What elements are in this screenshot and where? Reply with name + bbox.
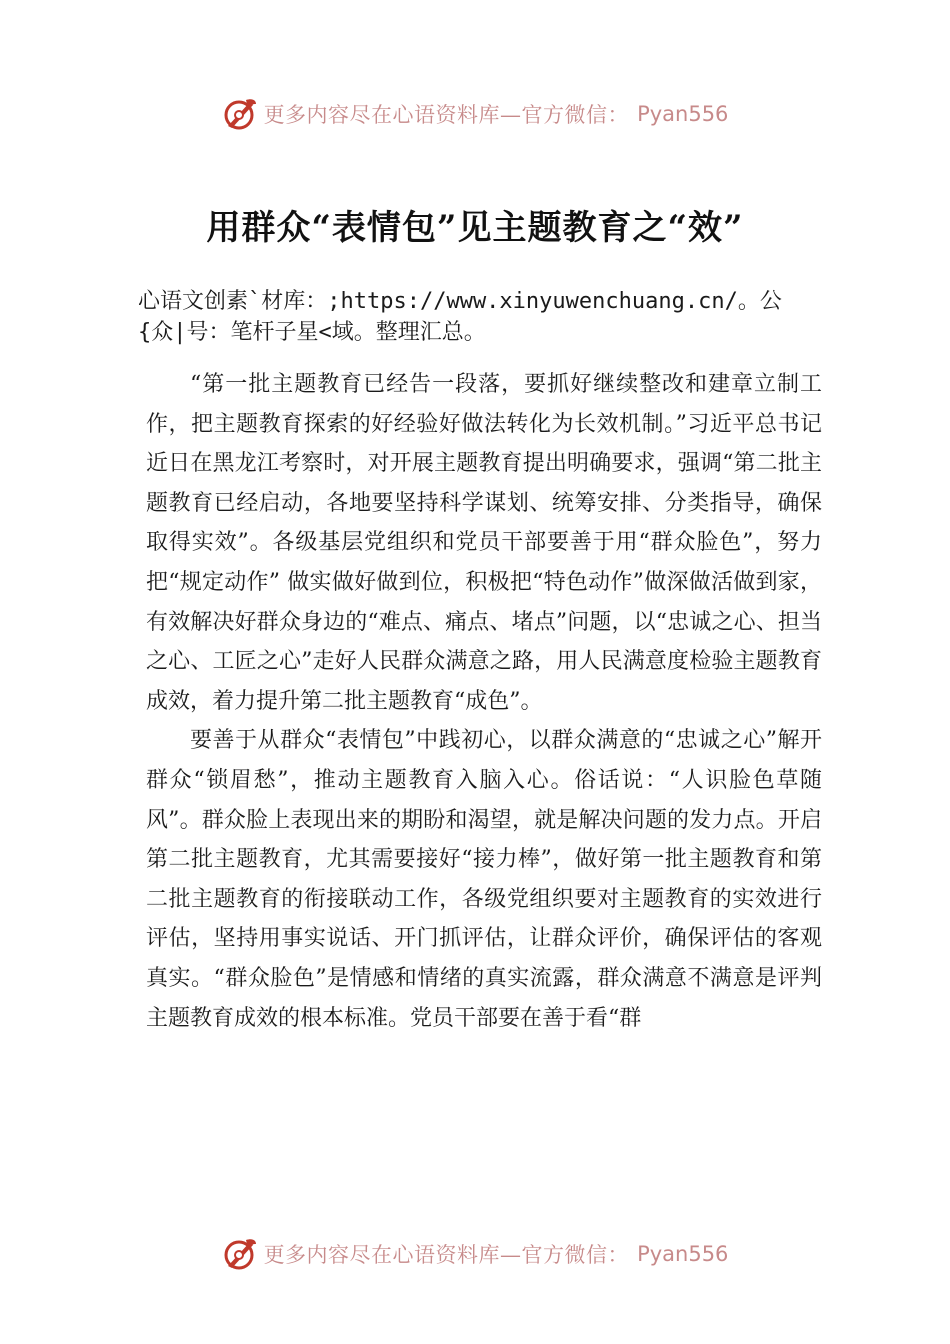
paragraph-1: “第一批主题教育已经告一段落，要抓好继续整改和建章立制工作，把主题教育探索的好经验好做法转化为长效机制。”习近平总书记近日在黑龙江考察时，对开展主题教育提出明确要求，强调“第二批主题教育已经启动，各地要坚持科学谋划、统筹安排、分类指导，确保取得实效”。各级基层党组织和党员干部要善于用“群众脸色”，努力把“规定动作” 做实做好做到位，积极把“特色动作”做深做活做到家，有效解决好群众身边的“难点、痛点、堵点”问题，以“忠诚之心、担当之心、工匠之心”走好人民群众满意之路，用人民满意度检验主题教育成效，着力提升第二批主题教育“成色”。	[146, 372, 822, 714]
document-title: 用群众“表情包”见主题教育之“效”	[206, 208, 744, 248]
source-line: 心语文创素`材库：;https://www.xinyuwenchuang.cn/。公{众|号：笔杆子星<域。整理汇总。	[138, 289, 782, 345]
header-banner	[0, 94, 950, 134]
paragraph-2: 要善于从群众“表情包”中践初心，以群众满意的“忠诚之心”解开群众“锁眉愁”，推动主题教育入脑入心。俗话说：“人识脸色草随风”。群众脸上表现出来的期盼和渴望，就是解决问题的发力点。开启第二批主题教育，尤其需要接好“接力棒”，做好第一批主题教育和第二批主题教育的衔接联动工作，各级党组织要对主题教育的实效进行评估，坚持用事实说话、开门抓评估，让群众评价，确保评估的客观真实。“群众脸色”是情感和情绪的真实流露，群众满意不满意是评判主题教育成效的根本标准。党员干部要在善于看“群	[146, 728, 822, 1031]
header-banner-text: 更多内容尽在心语资料库—官方微信：	[263, 103, 630, 127]
document-body	[146, 365, 822, 1038]
footer-banner	[0, 1234, 950, 1274]
quill-logo-icon	[222, 96, 258, 132]
footer-banner-text: 更多内容尽在心语资料库—官方微信：	[263, 1243, 630, 1267]
quill-logo-icon	[222, 1236, 258, 1272]
header-banner-wechat-id: Pyan556	[637, 102, 729, 126]
footer-banner-wechat-id: Pyan556	[637, 1242, 729, 1266]
